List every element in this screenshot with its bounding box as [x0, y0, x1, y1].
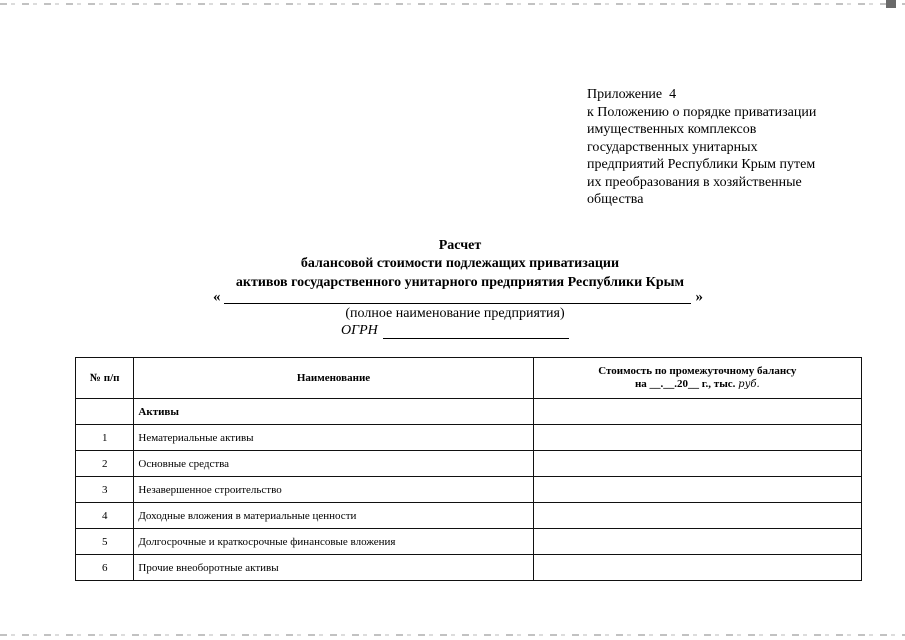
appendix-title: Приложение 4 [587, 87, 677, 102]
enterprise-name-blank [224, 303, 691, 304]
doc-subtitle: балансовой стоимости подлежащих приватизации [300, 256, 620, 271]
row-name: Основные средства [134, 451, 533, 477]
scan-edge-top [0, 3, 905, 5]
appendix-line: имущественных комплексов [587, 122, 757, 137]
asset-table [75, 357, 862, 581]
header-value-line1: Стоимость по промежуточному балансу [598, 365, 797, 377]
doc-subtitle-2: активов государственного унитарного предприятия Республики Крым [235, 275, 685, 290]
table-header-row [76, 358, 862, 399]
appendix-line: к Положению о порядке приватизации [587, 104, 817, 120]
table-row [76, 503, 862, 529]
row-value [533, 425, 861, 451]
header-name: Наименование [134, 358, 533, 399]
scan-corner-mark [886, 0, 896, 8]
enterprise-name-caption: (полное наименование предприятия) [345, 306, 565, 321]
quote-close: » [695, 289, 703, 305]
row-value [533, 503, 861, 529]
ogrn-label: ОГРН [341, 323, 378, 338]
section-num-cell [76, 399, 134, 425]
table-row [76, 451, 862, 477]
row-num: 6 [76, 555, 134, 581]
doc-title: Расчет [438, 238, 482, 253]
row-num: 5 [76, 529, 134, 555]
row-num: 1 [76, 425, 134, 451]
appendix-block [587, 86, 857, 209]
appendix-line: общества [587, 192, 644, 207]
table-row [76, 477, 862, 503]
row-num: 4 [76, 503, 134, 529]
quote-open: « [213, 289, 221, 305]
table-row [76, 555, 862, 581]
header-num: № п/п [76, 358, 134, 399]
handwritten-rub: руб. [738, 379, 760, 390]
row-name: Долгосрочные и краткосрочные финансовые вложения [134, 529, 533, 555]
row-value [533, 451, 861, 477]
row-value [533, 529, 861, 555]
table-row [76, 529, 862, 555]
header-value [533, 358, 861, 399]
row-name: Прочие внеоборотные активы [134, 555, 533, 581]
row-value [533, 555, 861, 581]
ogrn-blank [383, 338, 569, 339]
row-num: 2 [76, 451, 134, 477]
appendix-line: предприятий Республики Крым путем [587, 157, 816, 172]
appendix-line: государственных унитарных [587, 139, 758, 155]
appendix-line: их преобразования в хозяйственные [587, 174, 802, 190]
section-value-cell [533, 399, 861, 425]
table-row [76, 425, 862, 451]
section-label: Активы [134, 399, 533, 425]
row-value [533, 477, 861, 503]
scan-edge-bottom [0, 634, 905, 636]
row-name: Нематериальные активы [134, 425, 533, 451]
header-value-date: на __.__.20__ г., тыс. [634, 378, 736, 390]
row-num: 3 [76, 477, 134, 503]
header-value-line2 [538, 378, 857, 391]
table-section-row [76, 399, 862, 425]
row-name: Доходные вложения в материальные ценности [134, 503, 533, 529]
row-name: Незавершенное строительство [134, 477, 533, 503]
